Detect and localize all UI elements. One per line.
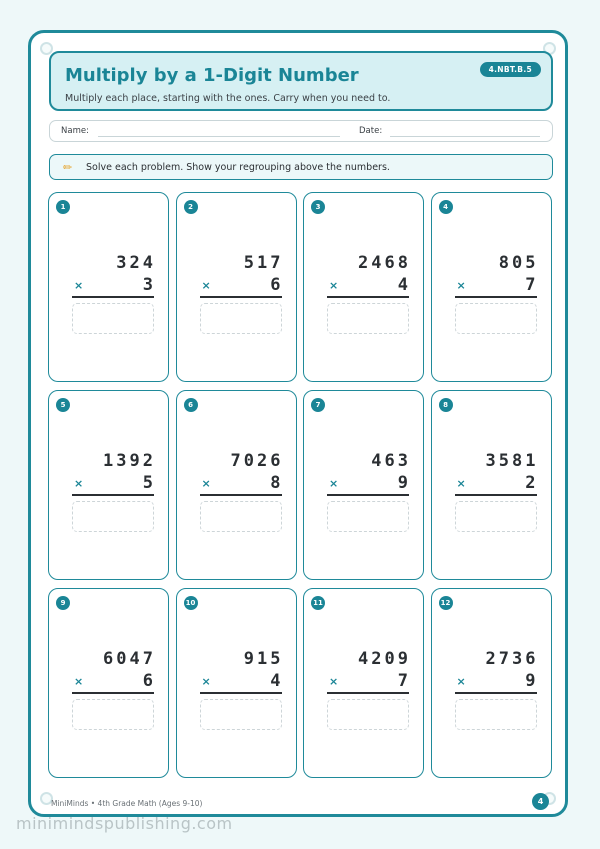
- problem-number-badge: 4: [439, 200, 453, 214]
- multiply-sign: ×: [329, 477, 339, 490]
- multiplicand: 2468: [358, 253, 411, 273]
- pencil-icon: ✏: [63, 161, 73, 174]
- multiply-sign: ×: [329, 279, 339, 292]
- problem-card: [48, 390, 169, 580]
- problem-number-badge: 12: [439, 596, 453, 610]
- problem-card: [176, 192, 297, 382]
- multiplier: 5: [142, 473, 156, 493]
- multiply-sign: ×: [201, 279, 211, 292]
- answer-line: [72, 494, 154, 496]
- problem-card: [48, 588, 169, 778]
- problem-card: [303, 192, 424, 382]
- problem-card: [48, 192, 169, 382]
- answer-box[interactable]: [200, 699, 282, 730]
- multiply-sign: ×: [456, 477, 466, 490]
- multiplier: 8: [270, 473, 284, 493]
- date-label: Date:: [359, 126, 383, 136]
- multiplicand: 805: [498, 253, 539, 273]
- problem-number-badge: 1: [56, 200, 70, 214]
- name-field[interactable]: [98, 136, 340, 137]
- answer-line: [455, 296, 537, 298]
- multiplicand: 517: [243, 253, 284, 273]
- multiply-sign: ×: [74, 477, 84, 490]
- page-subtitle: Multiply each place, starting with the ones. Carry when you need to.: [65, 93, 391, 104]
- answer-line: [72, 692, 154, 694]
- multiply-sign: ×: [201, 477, 211, 490]
- multiplier: 7: [525, 275, 539, 295]
- problem-number-badge: 5: [56, 398, 70, 412]
- instructions-bar: [49, 154, 553, 180]
- answer-box[interactable]: [455, 501, 537, 532]
- multiplier: 7: [397, 671, 411, 691]
- problem-card: [431, 588, 552, 778]
- multiplier: 6: [270, 275, 284, 295]
- answer-box[interactable]: [72, 303, 154, 334]
- worksheet-page: [28, 30, 568, 817]
- watermark: minimindspublishing.com: [16, 814, 233, 833]
- problem-card: [303, 390, 424, 580]
- multiplier: 6: [142, 671, 156, 691]
- multiplicand: 1392: [103, 451, 156, 471]
- problem-number-badge: 9: [56, 596, 70, 610]
- multiply-sign: ×: [456, 279, 466, 292]
- multiplier: 3: [142, 275, 156, 295]
- page-title: Multiply by a 1-Digit Number: [65, 65, 359, 86]
- multiplicand: 2736: [485, 649, 539, 669]
- problem-number-badge: 2: [184, 200, 198, 214]
- answer-line: [200, 494, 282, 496]
- answer-line: [200, 692, 282, 694]
- standard-badge: 4.NBT.B.5: [480, 62, 541, 77]
- multiplicand: 6047: [103, 649, 156, 669]
- problem-number-badge: 7: [311, 398, 325, 412]
- name-label: Name:: [61, 126, 89, 136]
- answer-line: [327, 296, 409, 298]
- answer-line: [327, 494, 409, 496]
- answer-box[interactable]: [455, 303, 537, 334]
- answer-line: [455, 494, 537, 496]
- answer-line: [327, 692, 409, 694]
- instructions-text: Solve each problem. Show your regrouping above the numbers.: [86, 162, 390, 173]
- header-panel: [49, 51, 553, 111]
- multiplicand: 324: [116, 253, 156, 273]
- answer-box[interactable]: [200, 303, 282, 334]
- multiplier: 9: [397, 473, 411, 493]
- problem-number-badge: 6: [184, 398, 198, 412]
- answer-box[interactable]: [455, 699, 537, 730]
- multiply-sign: ×: [74, 279, 84, 292]
- page-number-badge: 4: [532, 793, 549, 810]
- answer-line: [455, 692, 537, 694]
- problem-number-badge: 3: [311, 200, 325, 214]
- answer-box[interactable]: [72, 501, 154, 532]
- multiplier: 4: [397, 275, 411, 295]
- multiplicand: 463: [371, 451, 411, 471]
- problem-number-badge: 10: [184, 596, 198, 610]
- answer-box[interactable]: [327, 303, 409, 334]
- multiplicand: 4209: [358, 649, 411, 669]
- answer-box[interactable]: [327, 699, 409, 730]
- problem-card: [176, 390, 297, 580]
- multiply-sign: ×: [74, 675, 84, 688]
- answer-box[interactable]: [200, 501, 282, 532]
- answer-line: [72, 296, 154, 298]
- problem-card: [431, 390, 552, 580]
- answer-box[interactable]: [327, 501, 409, 532]
- multiplicand: 915: [243, 649, 284, 669]
- multiplier: 2: [525, 473, 539, 493]
- problem-number-badge: 11: [311, 596, 325, 610]
- multiplicand: 7026: [230, 451, 284, 471]
- multiply-sign: ×: [329, 675, 339, 688]
- name-date-bar: [49, 120, 553, 142]
- multiplier: 9: [525, 671, 539, 691]
- problem-card: [431, 192, 552, 382]
- problem-card: [176, 588, 297, 778]
- multiply-sign: ×: [201, 675, 211, 688]
- footer-text: MiniMinds • 4th Grade Math (Ages 9-10): [51, 799, 203, 808]
- problem-number-badge: 8: [439, 398, 453, 412]
- multiplier: 4: [270, 671, 284, 691]
- answer-line: [200, 296, 282, 298]
- answer-box[interactable]: [72, 699, 154, 730]
- date-field[interactable]: [390, 136, 540, 137]
- multiply-sign: ×: [456, 675, 466, 688]
- problem-card: [303, 588, 424, 778]
- multiplicand: 3581: [485, 451, 539, 471]
